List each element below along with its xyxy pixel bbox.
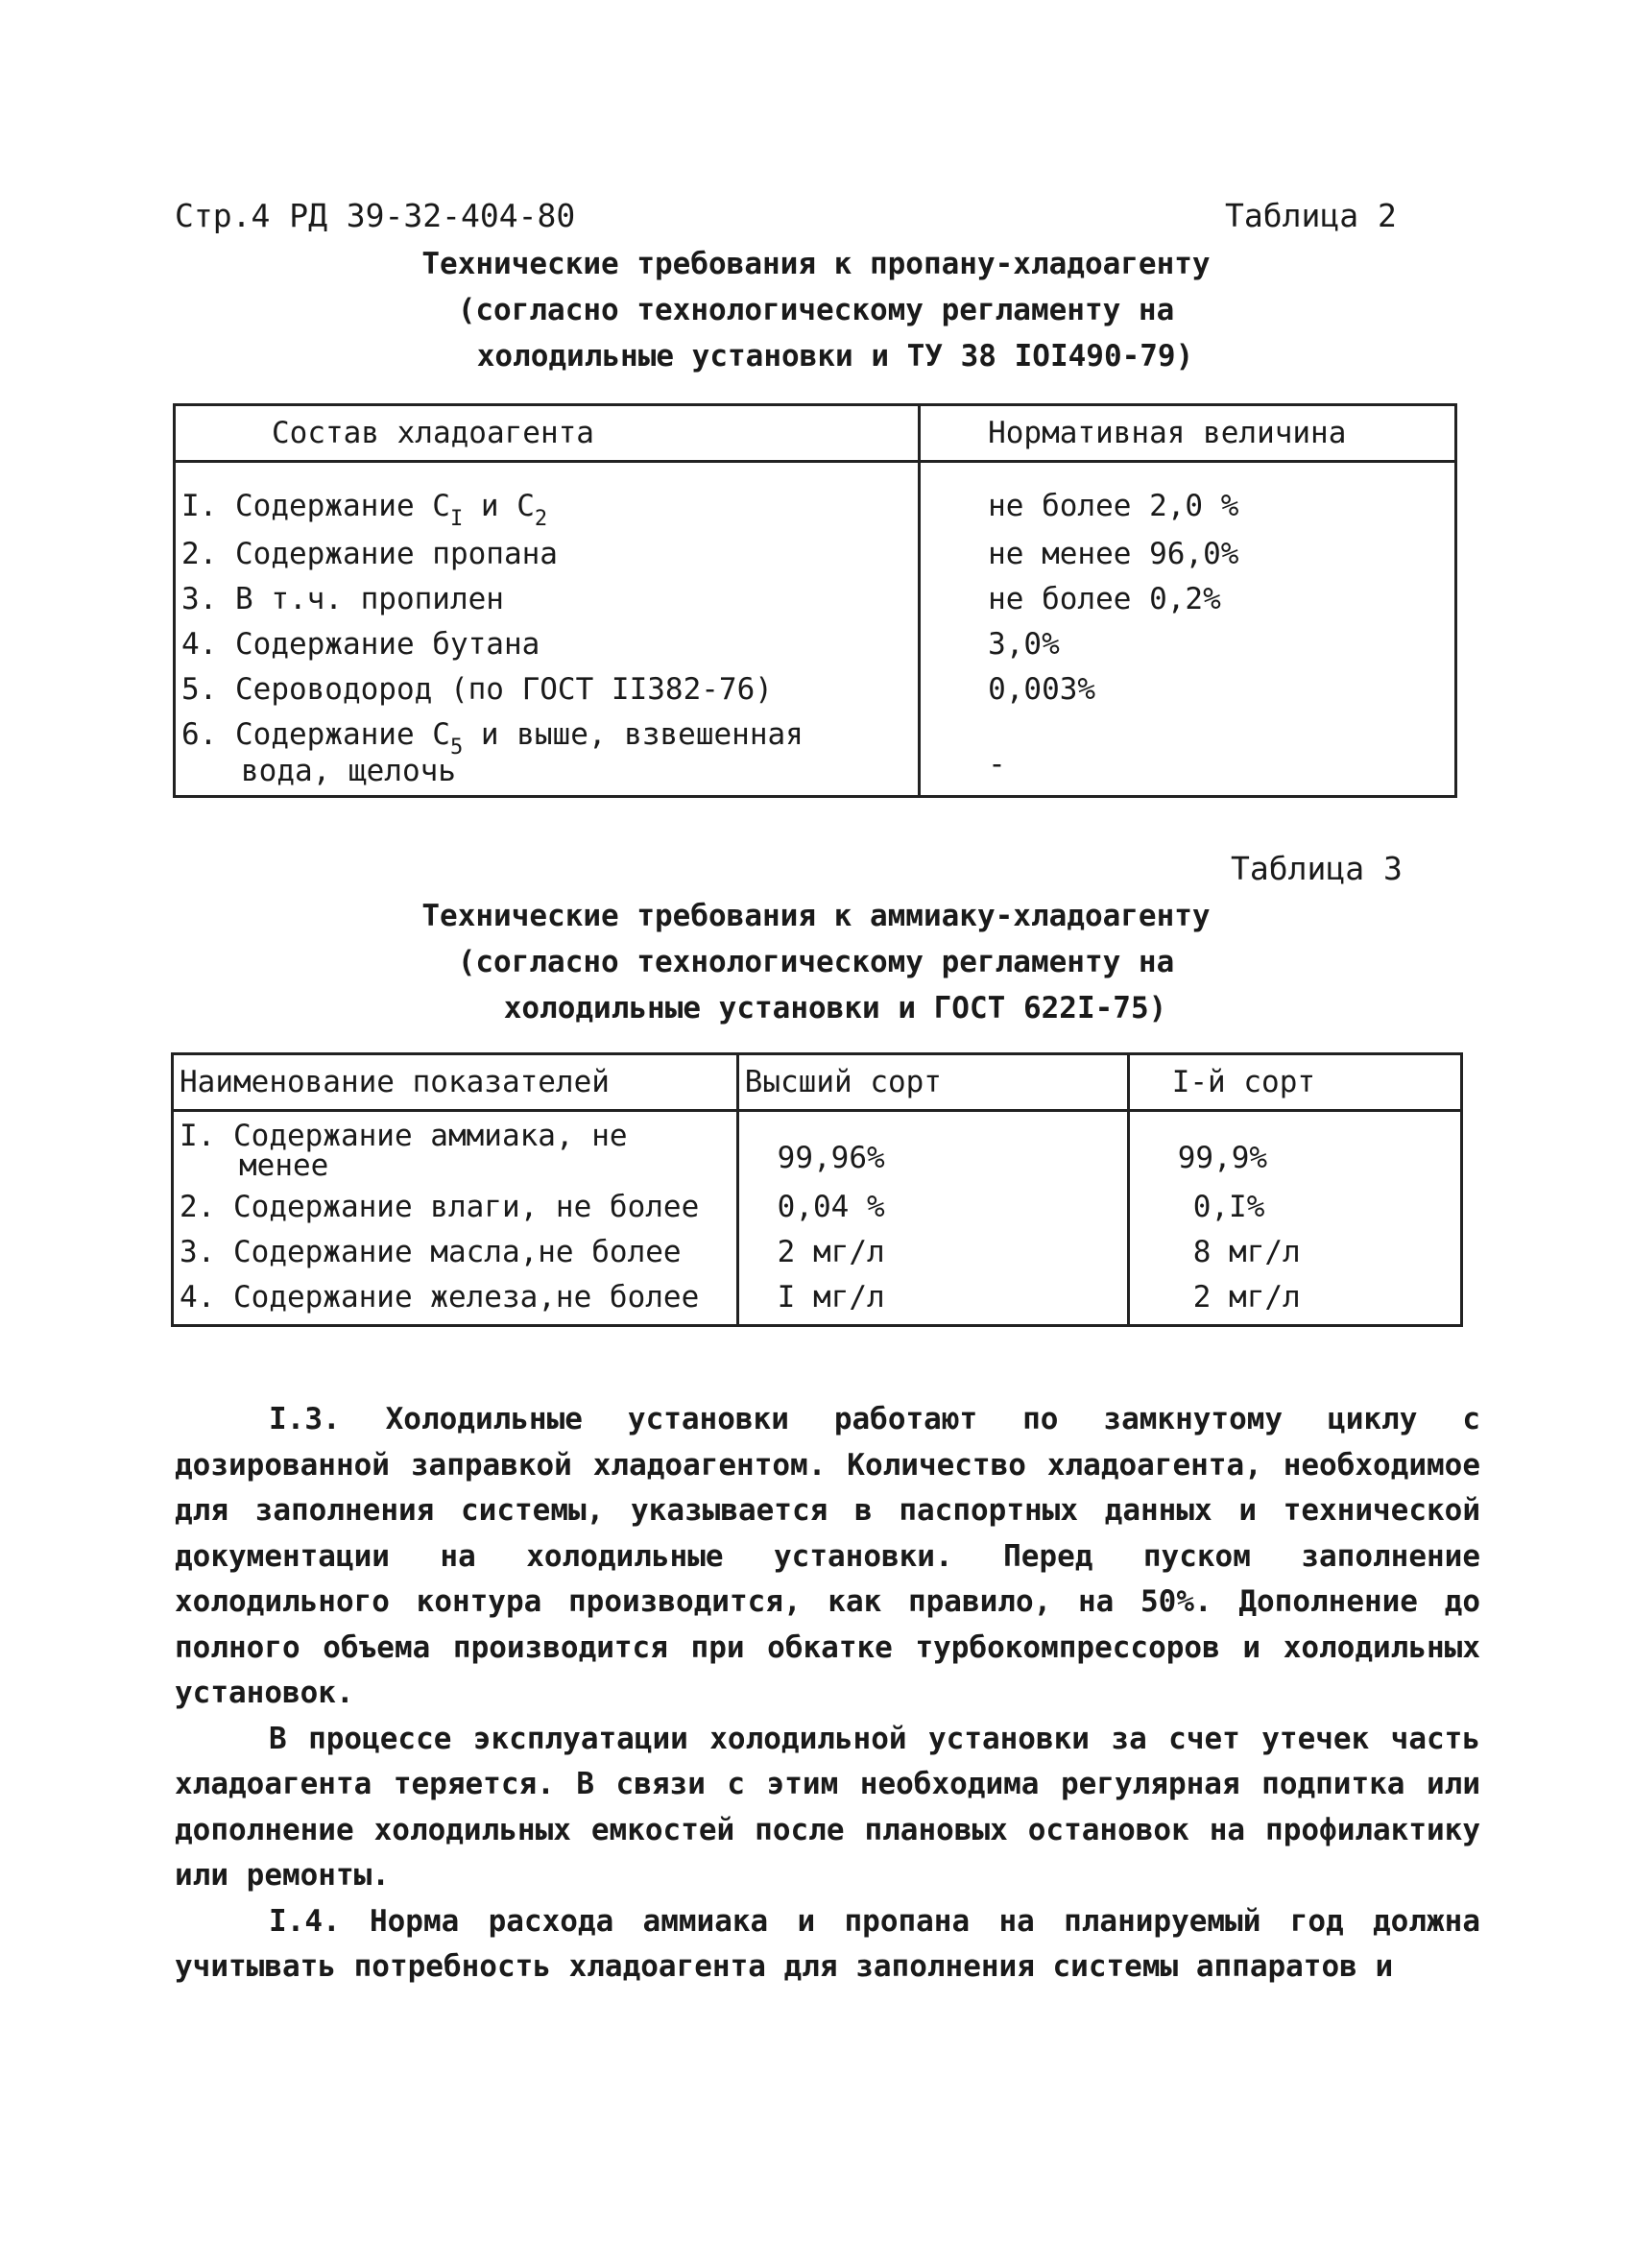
composition-cell: 3. В т.ч. пропилен [175, 577, 920, 622]
table-header-row [173, 1054, 1462, 1111]
indicator-cell: I. Содержание аммиака, не менее [173, 1111, 738, 1186]
table2-title-line-1: Технические требования к пропану-хладоагенту [421, 247, 1211, 281]
table3-label: Таблица 3 [1231, 850, 1403, 887]
value-cell: не более 0,2% [920, 577, 1456, 622]
column-header-first-grade: I-й сорт [1128, 1054, 1461, 1111]
composition-cell: 2. Содержание пропана [175, 532, 920, 577]
top-grade-cell: 2 мг/л [737, 1230, 1128, 1275]
first-grade-cell: 8 мг/л [1128, 1230, 1461, 1275]
column-header-indicators: Наименование показателей [173, 1054, 738, 1111]
top-grade-cell: 99,96% [737, 1111, 1128, 1186]
table-row [173, 1185, 1462, 1230]
paragraph-losses: В процессе эксплуатации холодильной установки за счет утечек часть хладоагента теряется. В связи с этим необходима регулярная подпитка или дополнение холодильных емкостей после плановых остановок на профилактику или ремонты. [175, 1721, 1480, 1893]
composition-cell: 4. Содержание бутана [175, 622, 920, 667]
table3-title-line-3: холодильные установки и ГОСТ 622I-75) [503, 991, 1167, 1025]
table-row [175, 667, 1456, 712]
page-reference: Стр.4 РД 39-32-404-80 [175, 197, 576, 234]
value-cell: 0,003% [920, 667, 1456, 712]
first-grade-cell: 99,9% [1128, 1111, 1461, 1186]
table-row [173, 1275, 1462, 1326]
table-row [175, 622, 1456, 667]
table-row [175, 462, 1456, 533]
top-grade-cell: I мг/л [737, 1275, 1128, 1326]
value-cell: 3,0% [920, 622, 1456, 667]
first-grade-cell: 0,I% [1128, 1185, 1461, 1230]
table2-label: Таблица 2 [1225, 197, 1397, 234]
ammonia-requirements-table [171, 1052, 1463, 1327]
column-header-composition: Состав хладоагента [175, 405, 920, 462]
indicator-cell: 2. Содержание влаги, не более [173, 1185, 738, 1230]
table3-title-line-2: (согласно технологическому регламенту на [457, 945, 1175, 979]
indicator-cell: 3. Содержание масла,не более [173, 1230, 738, 1275]
value-cell: - [920, 712, 1456, 797]
table-header-row [175, 405, 1456, 462]
top-grade-cell: 0,04 % [737, 1185, 1128, 1230]
column-header-top-grade: Высший сорт [737, 1054, 1128, 1111]
table2-title-line-3: холодильные установки и ТУ 38 IOI490-79) [476, 339, 1194, 374]
table-row [175, 577, 1456, 622]
table-row [175, 532, 1456, 577]
table-row [173, 1111, 1462, 1186]
table-row [175, 712, 1456, 797]
table-row [173, 1230, 1462, 1275]
value-cell: не менее 96,0% [920, 532, 1456, 577]
value-cell: не более 2,0 % [920, 462, 1456, 533]
column-header-normative: Нормативная величина [920, 405, 1456, 462]
composition-cell: 6. Содержание $C_5$ и выше, взвешенная вода, щелочь [175, 712, 920, 797]
table3-title-line-1: Технические требования к аммиаку-хладоагенту [421, 899, 1211, 933]
composition-cell: 5. Сероводород (по ГОСТ II382-76) [175, 667, 920, 712]
propane-requirements-table [173, 403, 1457, 798]
table2-title-line-2: (согласно технологическому регламенту на [457, 293, 1175, 327]
first-grade-cell: 2 мг/л [1128, 1275, 1461, 1326]
paragraph-1-3: I.3. Холодильные установки работают по замкнутому циклу с дозированной заправкой хладоагентом. Количество хладоагента, необходимое для заполнения системы, указывается в паспортных данных и технической документации на холодильные установки. Перед пуском заполнение холодильного контура производится, как правило, на 50%. Дополнение до полного объема производится при обкатке турбокомпрессоров и холодильных установок. [175, 1402, 1480, 1710]
paragraph-1-4: I.4. Норма расхода аммиака и пропана на планируемый год должна учитывать потребность хладоагента для заполнения системы аппаратов и [175, 1903, 1480, 1984]
body-text [175, 1397, 1480, 1991]
indicator-cell: 4. Содержание железа,не более [173, 1275, 738, 1326]
composition-cell: I. Содержание $C_I$ и $C_2$ [175, 462, 920, 533]
